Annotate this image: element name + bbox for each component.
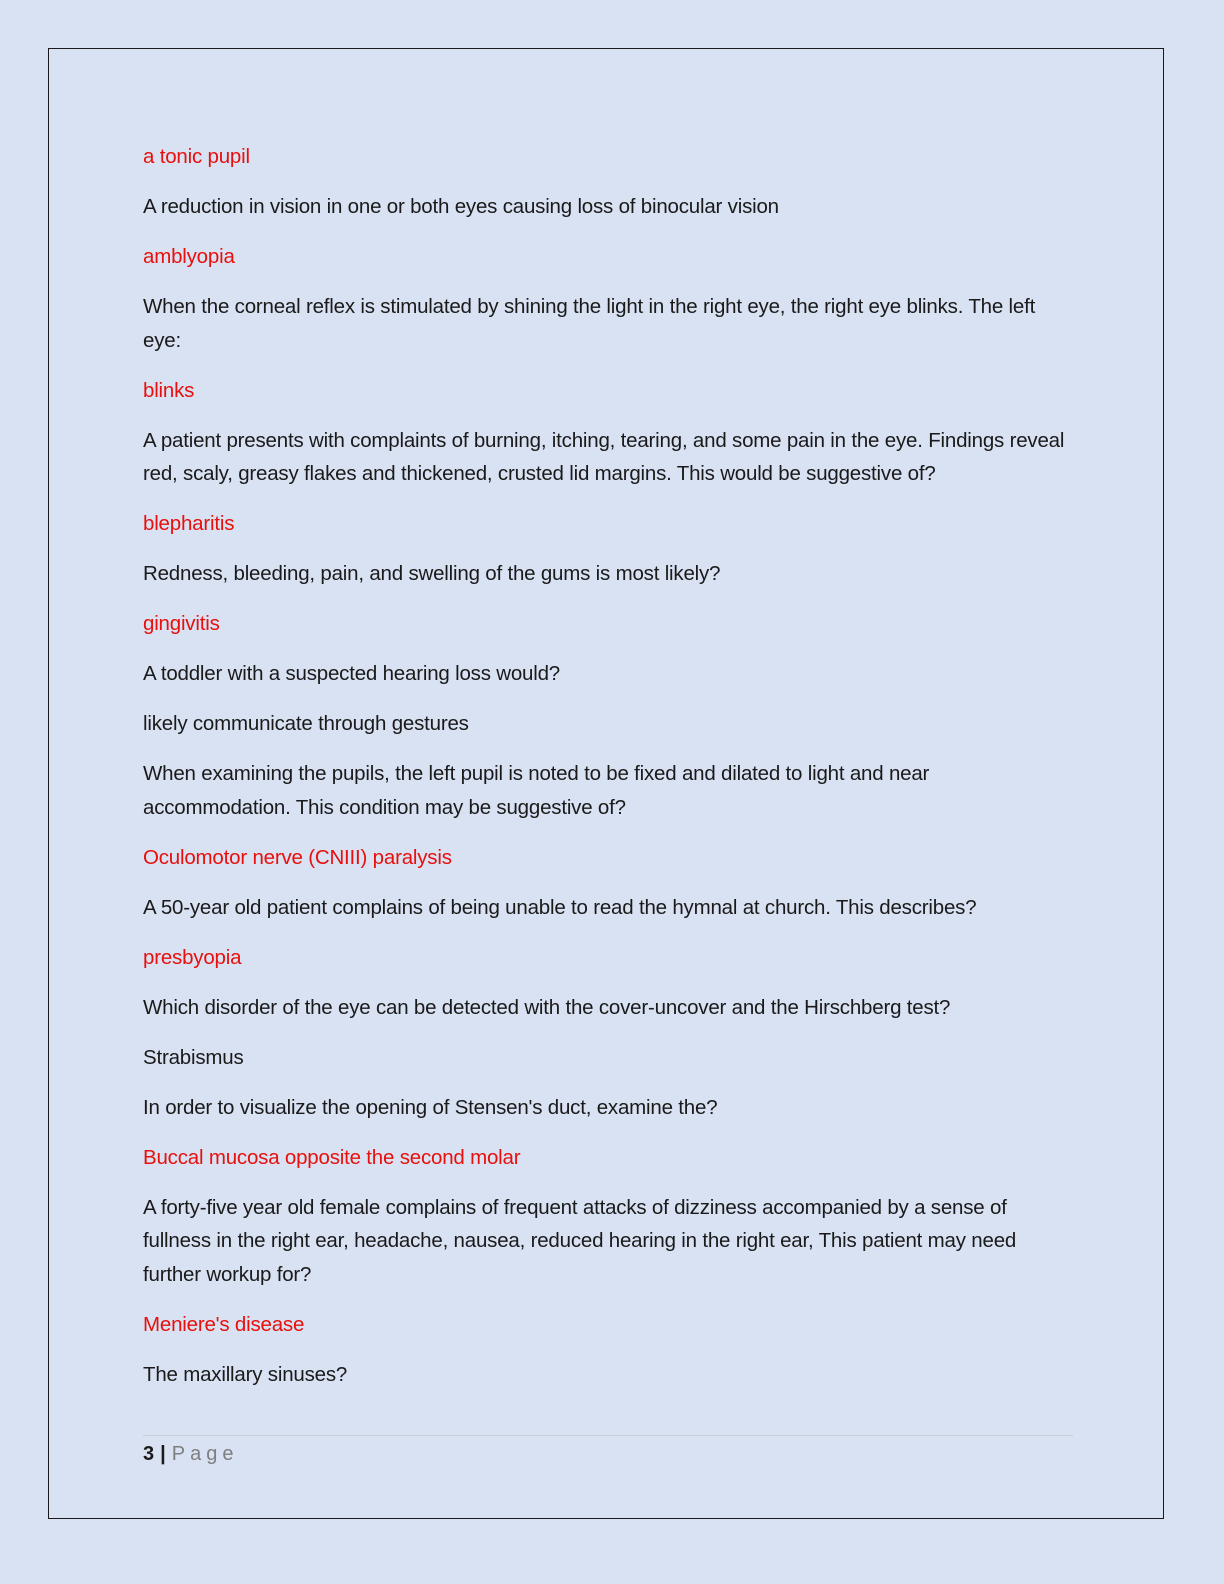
question-text: A forty-five year old female complains of frequent attacks of dizziness accompanied by a sense of fullness in the right ear, headache, nausea, reduced hearing in the right ear, This patient may need further workup for?	[143, 1195, 1017, 1286]
answer-text: Oculomotor nerve (CNIII) paralysis	[143, 845, 452, 869]
answer-text: amblyopia	[143, 245, 235, 268]
answer-text: blepharitis	[143, 512, 235, 535]
question-text: A 50-year old patient complains of being unable to read the hymnal at church. This describes?	[143, 895, 977, 919]
answer-text: a tonic pupil	[143, 145, 250, 168]
answer-text: gingivitis	[143, 612, 220, 635]
question-text: When examining the pupils, the left pupil is noted to be fixed and dilated to light and near accommodation. This condition may be suggestive of?	[143, 762, 930, 819]
question-text: A patient presents with complaints of burning, itching, tearing, and some pain in the eye. Findings reveal red, scaly, greasy flakes and thickened, crusted lid margins. This would be suggestive of?	[143, 428, 1065, 485]
question-text: A toddler with a suspected hearing loss would?	[143, 662, 561, 685]
question-text: When the corneal reflex is stimulated by shining the light in the right eye, the right eye blinks. The left eye:	[143, 295, 1036, 352]
answer-text: blinks	[143, 378, 195, 402]
question-text: In order to visualize the opening of Stensen's duct, examine the?	[143, 1095, 718, 1119]
answer-text: Meniere's disease	[143, 1312, 305, 1336]
body-text: likely communicate through gestures	[143, 712, 469, 735]
page-footer	[143, 1438, 238, 1470]
footer-divider	[143, 1435, 1073, 1436]
page-label: Page	[171, 1443, 239, 1465]
question-text: The maxillary sinuses?	[143, 1362, 348, 1386]
document-body	[143, 140, 1078, 1408]
question-text: Redness, bleeding, pain, and swelling of the gums is most likely?	[143, 562, 721, 585]
page-number: 3	[143, 1443, 155, 1465]
answer-text: presbyopia	[143, 945, 242, 969]
footer-separator: |	[160, 1443, 166, 1465]
answer-text: Buccal mucosa opposite the second molar	[143, 1145, 521, 1169]
question-text: A reduction in vision in one or both eyes causing loss of binocular vision	[143, 195, 779, 218]
question-text: Which disorder of the eye can be detected with the cover-uncover and the Hirschberg test?	[143, 995, 951, 1019]
body-text: Strabismus	[143, 1045, 244, 1069]
